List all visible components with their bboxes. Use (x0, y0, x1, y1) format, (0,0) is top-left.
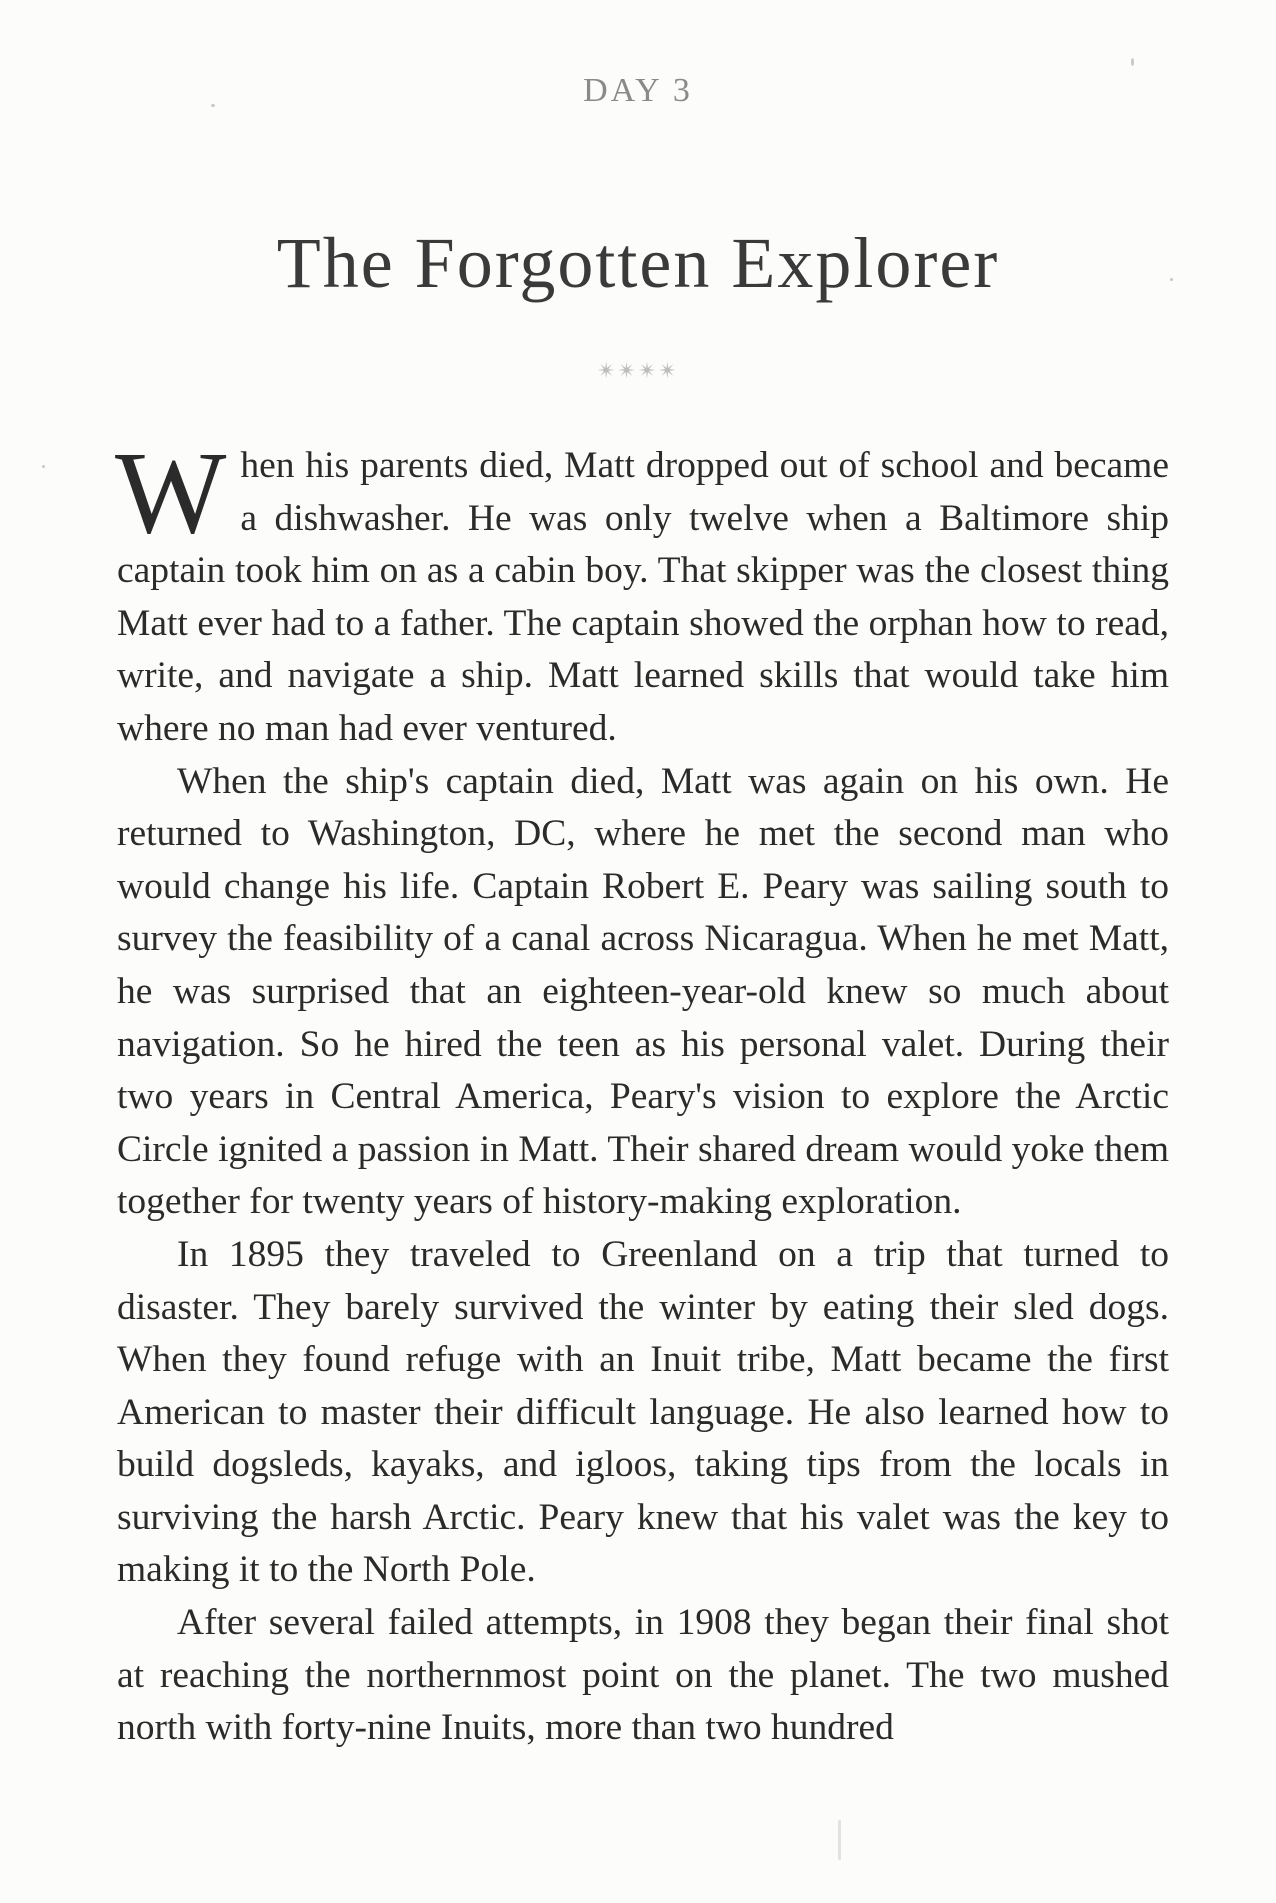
paragraph-2: When the ship's captain died, Matt was again on his own. He returned to Washington, DC, where he met the second man who would change his life. Captain Robert E. Peary was sailing south to survey the feasibility of a canal across Nicaragua. When he met Matt, he was surprised that an eighteen-year-old knew so much about navigation. So he hired the teen as his personal valet. During their two years in Central America, Peary's vision to explore the Arctic Circle ignited a passion in Matt. Their shared dream would yoke them together for twenty years of history-making exploration. (117, 760, 1169, 1223)
scan-speck (211, 104, 215, 107)
drop-cap: W (115, 427, 227, 558)
scan-speck (1131, 58, 1134, 66)
paragraph-3: In 1895 they traveled to Greenland on a trip that turned to disaster. They barely survived the winter by eating their sled dogs. When they found refuge with an Inuit tribe, Matt became the first American to master their difficult language. He also learned how to build dogsleds, kayaks, and igloos, taking tips from the locals in surviving the harsh Arctic. Peary knew that his valet was the key to making it to the North Pole. (117, 1233, 1169, 1591)
body-text (115, 427, 1169, 1755)
paragraph-1 (115, 427, 1169, 756)
ornament-divider: ✴✴✴✴ (597, 358, 679, 383)
scan-speck (838, 1820, 841, 1860)
paragraph-4: After several failed attempts, in 1908 they began their final shot at reaching the northernmost point on the planet. The two mushed north with forty-nine Inuits, more than two hundred (117, 1602, 1169, 1749)
chapter-title: The Forgotten Explorer (276, 223, 1000, 303)
scan-speck (42, 465, 45, 468)
scan-speck (1170, 278, 1173, 281)
day-label: DAY 3 (583, 72, 693, 109)
paragraph-1-text: hen his parents died, Matt dropped out of school and became a dishwasher. He was only twelve when a Baltimore ship captain took him on as a cabin boy. That skipper was the closest thing Matt ever had to a father. The captain showed the orphan how to read, write, and navigate a ship. Matt learned skills that would take him where no man had ever ventured. (117, 445, 1169, 749)
